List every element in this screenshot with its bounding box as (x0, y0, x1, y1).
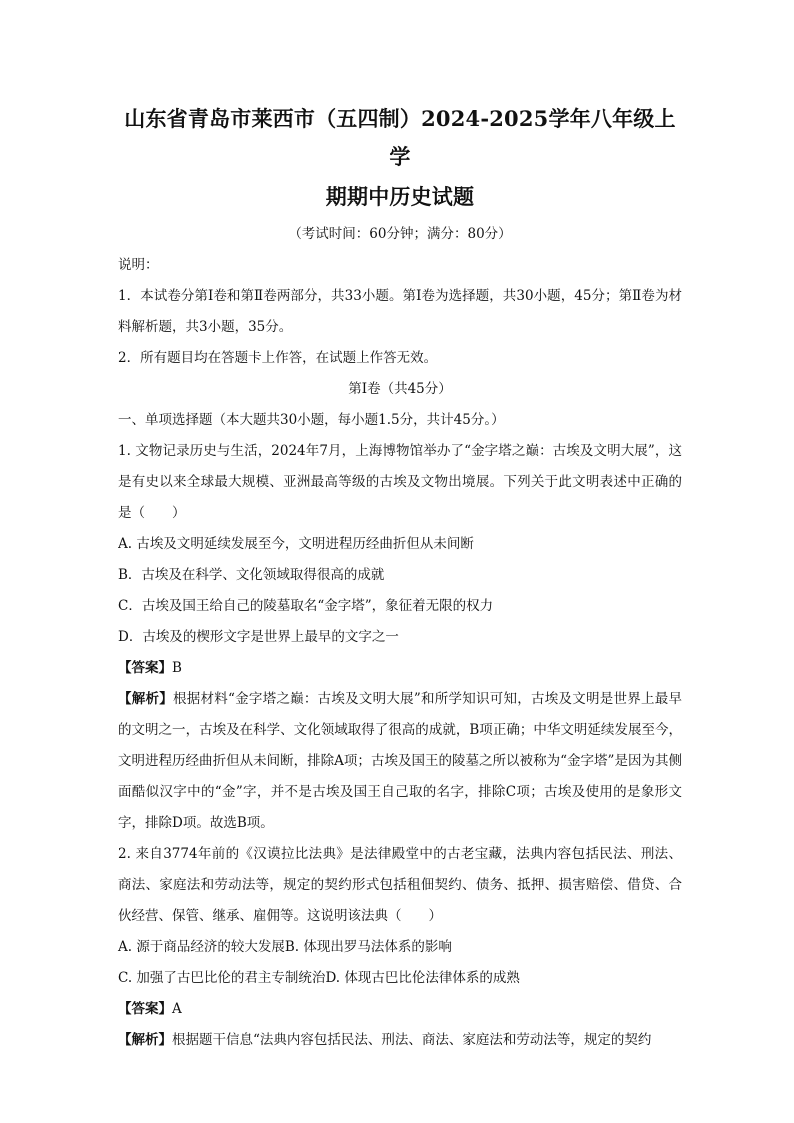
question-2-option-a: A. 源于商品经济的较大发展 (118, 939, 285, 955)
question-2-options-cd (118, 963, 682, 994)
question-2-answer (118, 994, 682, 1025)
question-2-option-b: B. 体现出罗马法体系的影响 (284, 939, 452, 955)
note-2: 2．所有题目均在答题卡上作答，在试题上作答无效。 (118, 350, 438, 366)
question-1-stem: 1. 文物记录历史与生活，2024年7月，上海博物馆举办了“金字塔之巅：古埃及文明大展”，这是有史以来全球最大规模、亚洲最高等级的古埃及文物出境展。下列关于此文明表述中正确的是（ ） (118, 443, 682, 521)
analysis-text: 根据材料“金字塔之巅：古埃及文明大展”和所学知识可知，古埃及文明是世界上最早的文明之一，古埃及在科学、文化领域取得了很高的成就，B项正确；中华文明延续发展至今，文明进程历经曲折但从未间断，排除A项；古埃及国王的陵墓之所以被称为“金字塔”是因为其侧面酷似汉字中的“金”字，并不是古埃及国王自己取的名字，排除C项；古埃及使用的是象形文字，排除D项。故选B项。 (118, 691, 682, 831)
analysis-label: 【解析】 (118, 691, 173, 707)
answer-label: 【答案】 (118, 1001, 172, 1017)
question-2-options-ab (118, 932, 682, 963)
question-2-option-c: C. 加强了古巴比伦的君主专制统治 (118, 970, 326, 986)
analysis-label: 【解析】 (118, 1032, 172, 1048)
section-intro: 一、单项选择题（本大题共30小题，每小题1.5分，共计45分。） (118, 412, 505, 428)
section-title: 第Ⅰ卷（共45分） (348, 381, 452, 397)
question-2-stem: 2. 来自3774年前的《汉谟拉比法典》是法律殿堂中的古老宝藏，法典内容包括民法、刑法、商法、家庭法和劳动法等，规定的契约形式包括租佃契约、债务、抵押、损害赔偿、借贷、合伙经营、保管、继承、雇佣等。这说明该法典（ ） (118, 846, 682, 924)
question-1-option-b: B．古埃及在科学、文化领域取得很高的成就 (118, 567, 385, 583)
exam-title-line2: 期期中历史试题 (325, 184, 475, 209)
answer-value: B (172, 660, 182, 676)
question-1-option-d: D．古埃及的楔形文字是世界上最早的文字之一 (118, 629, 399, 645)
question-1-option-a: A. 古埃及文明延续发展至今，文明进程历经曲折但从未间断 (118, 536, 474, 552)
analysis-text: 根据题干信息“法典内容包括民法、刑法、商法、家庭法和劳动法等，规定的契约 (172, 1032, 652, 1048)
answer-label: 【答案】 (118, 660, 172, 676)
answer-value: A (172, 1001, 182, 1017)
question-1-option-c: C．古埃及国王给自己的陵墓取名“金字塔”，象征着无限的权力 (118, 598, 494, 614)
question-1-answer (118, 653, 682, 684)
question-2-option-d: D. 体现古巴比伦法律体系的成熟 (325, 970, 520, 986)
question-2-analysis (118, 1025, 682, 1056)
note-label: 说明： (118, 257, 159, 273)
exam-title-line1: 山东省青岛市莱西市（五四制）2024-2025学年八年级上学 (124, 106, 676, 169)
question-1-analysis (118, 684, 682, 839)
note-1: 1．本试卷分第Ⅰ卷和第Ⅱ卷两部分，共33小题。第Ⅰ卷为选择题，共30小题，45分；第Ⅱ卷为材料解析题，共3小题，35分。 (118, 288, 682, 335)
exam-subtitle: （考试时间：60分钟；满分：80分） (288, 226, 512, 242)
